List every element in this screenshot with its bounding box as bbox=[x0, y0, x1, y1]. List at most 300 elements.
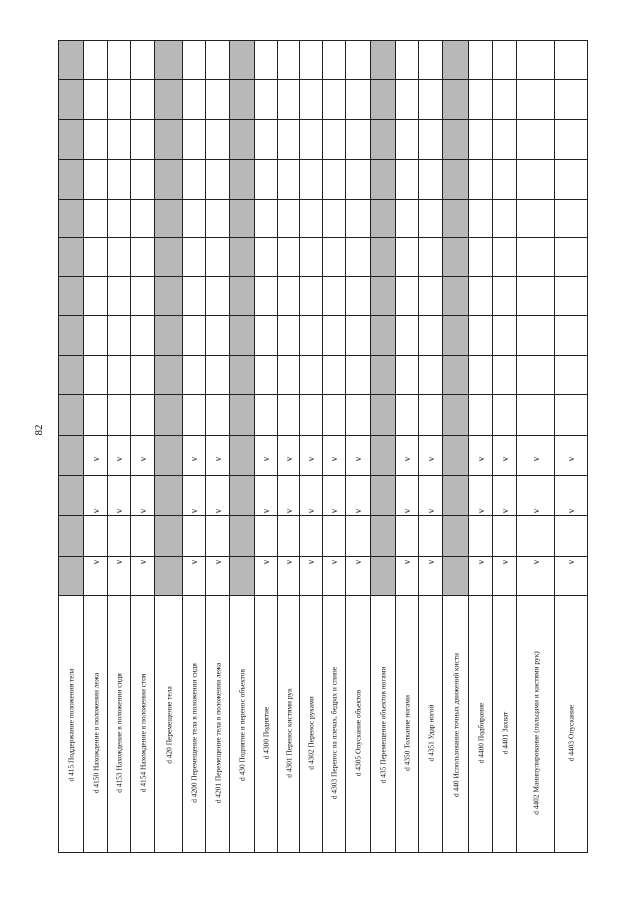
table-cell bbox=[183, 80, 205, 120]
table-row bbox=[469, 40, 493, 853]
table-cell bbox=[469, 516, 492, 557]
table-cell bbox=[84, 80, 107, 120]
table-cell bbox=[59, 238, 83, 277]
table-cell bbox=[108, 277, 130, 316]
table-cell bbox=[255, 80, 277, 120]
table-cell bbox=[230, 356, 254, 395]
section-title: d 435 Перемещение объектов ногами bbox=[378, 666, 388, 783]
table-cell bbox=[206, 80, 229, 120]
table-cell bbox=[443, 356, 468, 395]
table-cell bbox=[206, 160, 229, 200]
table-cell bbox=[84, 356, 107, 395]
table-cell bbox=[230, 557, 254, 596]
table-cell bbox=[84, 120, 107, 160]
table-cell bbox=[155, 557, 182, 596]
table-cell bbox=[396, 120, 418, 160]
check-mark: v bbox=[329, 456, 339, 462]
row-label: d 4200 Перемещение тела в положении сидя bbox=[189, 663, 199, 803]
table-cell bbox=[300, 356, 322, 395]
table-cell bbox=[230, 316, 254, 356]
table-cell bbox=[183, 160, 205, 200]
table-cell bbox=[346, 160, 370, 200]
table-cell bbox=[131, 160, 154, 200]
table-cell bbox=[346, 316, 370, 356]
table-cell bbox=[230, 238, 254, 277]
table-cell bbox=[371, 395, 395, 436]
table-cell bbox=[59, 356, 83, 395]
table-cell bbox=[183, 120, 205, 160]
check-mark: v bbox=[90, 559, 101, 565]
check-mark: v bbox=[530, 508, 541, 514]
table-cell bbox=[230, 476, 254, 516]
table-cell bbox=[278, 120, 299, 160]
table-cell bbox=[155, 316, 182, 356]
check-mark: v bbox=[189, 508, 199, 514]
table-cell bbox=[419, 516, 442, 557]
table-cell bbox=[255, 120, 277, 160]
table-cell bbox=[278, 40, 299, 80]
table-cell bbox=[323, 160, 345, 200]
check-mark: v bbox=[353, 559, 363, 565]
table-row bbox=[396, 40, 419, 853]
table-cell bbox=[469, 356, 492, 395]
table-cell bbox=[206, 277, 229, 316]
table-cell bbox=[255, 395, 277, 436]
table-cell bbox=[323, 316, 345, 356]
table-cell bbox=[155, 516, 182, 557]
table-cell bbox=[300, 200, 322, 238]
table-row bbox=[493, 40, 517, 853]
table-cell bbox=[443, 200, 468, 238]
table-cell bbox=[396, 356, 418, 395]
table-cell bbox=[419, 80, 442, 120]
table-cell bbox=[278, 395, 299, 436]
section-title: d 440 Использование точных движений кисти bbox=[451, 652, 460, 797]
check-mark: v bbox=[114, 508, 124, 514]
table-cell bbox=[278, 356, 299, 395]
table-cell bbox=[206, 120, 229, 160]
table-cell bbox=[278, 238, 299, 277]
table-cell bbox=[183, 238, 205, 277]
check-mark: v bbox=[475, 559, 486, 565]
table-cell bbox=[131, 80, 154, 120]
table-cell bbox=[108, 200, 130, 238]
section-title: d 430 Поднятие и перенос объектов bbox=[237, 668, 247, 781]
check-mark: v bbox=[90, 456, 101, 462]
table-cell bbox=[59, 557, 83, 596]
table-cell bbox=[396, 80, 418, 120]
table-cell bbox=[443, 80, 468, 120]
table-cell bbox=[517, 277, 554, 316]
check-mark: v bbox=[306, 456, 316, 462]
table-cell bbox=[59, 277, 83, 316]
table-cell bbox=[230, 80, 254, 120]
table-cell bbox=[323, 395, 345, 436]
table-cell bbox=[108, 160, 130, 200]
table-cell bbox=[443, 476, 468, 516]
table-row bbox=[255, 40, 278, 853]
table-cell bbox=[419, 120, 442, 160]
table-cell bbox=[255, 316, 277, 356]
table-cell bbox=[155, 80, 182, 120]
section-header-column bbox=[371, 40, 396, 853]
table-cell bbox=[183, 356, 205, 395]
table-cell bbox=[517, 40, 554, 80]
table-cell bbox=[59, 120, 83, 160]
table-cell bbox=[183, 316, 205, 356]
table-cell bbox=[346, 395, 370, 436]
check-mark: v bbox=[137, 508, 148, 514]
table-cell bbox=[555, 40, 587, 80]
table-cell bbox=[300, 40, 322, 80]
table-cell bbox=[131, 277, 154, 316]
table-cell bbox=[206, 200, 229, 238]
table-cell bbox=[371, 120, 395, 160]
row-label: d 4201 Перемещение тела в положении лежа bbox=[213, 662, 222, 804]
table-cell bbox=[371, 277, 395, 316]
table-cell bbox=[323, 40, 345, 80]
table-cell bbox=[443, 516, 468, 557]
table-cell bbox=[443, 120, 468, 160]
table-cell bbox=[346, 120, 370, 160]
table-cell bbox=[206, 40, 229, 80]
table-cell bbox=[108, 516, 130, 557]
table-cell bbox=[59, 476, 83, 516]
table-cell bbox=[278, 80, 299, 120]
table-cell bbox=[443, 160, 468, 200]
table-cell bbox=[206, 316, 229, 356]
table-cell bbox=[59, 316, 83, 356]
check-mark: v bbox=[566, 559, 576, 565]
table-cell bbox=[278, 277, 299, 316]
table-cell bbox=[255, 516, 277, 557]
assessment-table bbox=[58, 40, 588, 853]
table-cell bbox=[323, 120, 345, 160]
table-cell bbox=[300, 160, 322, 200]
section-header-column bbox=[230, 40, 255, 853]
table-cell bbox=[396, 277, 418, 316]
table-cell bbox=[183, 200, 205, 238]
table-cell bbox=[300, 395, 322, 436]
table-cell bbox=[469, 120, 492, 160]
check-mark: v bbox=[114, 559, 124, 565]
table-cell bbox=[323, 200, 345, 238]
check-mark: v bbox=[261, 508, 271, 514]
check-mark: v bbox=[402, 508, 412, 514]
table-row bbox=[131, 40, 155, 853]
row-label: d 4401 Захват bbox=[500, 711, 509, 755]
table-row bbox=[323, 40, 346, 853]
row-label: d 4154 Нахождение в положении стоя bbox=[138, 673, 147, 793]
check-mark: v bbox=[425, 508, 436, 514]
table-cell bbox=[59, 80, 83, 120]
check-mark: v bbox=[353, 456, 363, 462]
table-row bbox=[346, 40, 371, 853]
check-mark: v bbox=[475, 508, 486, 514]
table-cell bbox=[371, 40, 395, 80]
table-cell bbox=[443, 40, 468, 80]
section-header-column bbox=[443, 40, 469, 853]
check-mark: v bbox=[261, 456, 271, 462]
table-cell bbox=[278, 200, 299, 238]
table-cell bbox=[469, 200, 492, 238]
table-cell bbox=[255, 160, 277, 200]
table-cell bbox=[371, 80, 395, 120]
table-cell bbox=[300, 120, 322, 160]
table-cell bbox=[443, 436, 468, 476]
table-cell bbox=[419, 238, 442, 277]
table-row bbox=[555, 40, 588, 853]
check-mark: v bbox=[261, 559, 271, 565]
table-cell bbox=[155, 160, 182, 200]
row-label: d 4305 Опускание объектов bbox=[353, 689, 363, 777]
table-cell bbox=[517, 238, 554, 277]
table-cell bbox=[108, 395, 130, 436]
table-cell bbox=[155, 436, 182, 476]
table-cell bbox=[371, 356, 395, 395]
table-cell bbox=[108, 80, 130, 120]
table-cell bbox=[555, 160, 587, 200]
table-cell bbox=[230, 120, 254, 160]
table-cell bbox=[59, 516, 83, 557]
table-cell bbox=[419, 316, 442, 356]
table-cell bbox=[371, 557, 395, 596]
table-cell bbox=[517, 80, 554, 120]
table-cell bbox=[84, 40, 107, 80]
row-label: d 4300 Поднятие bbox=[261, 706, 271, 760]
check-mark: v bbox=[499, 508, 510, 514]
table-cell bbox=[555, 516, 587, 557]
table-cell bbox=[278, 516, 299, 557]
check-mark: v bbox=[329, 559, 339, 565]
table-cell bbox=[396, 40, 418, 80]
table-cell bbox=[346, 356, 370, 395]
check-mark: v bbox=[212, 456, 223, 462]
check-mark: v bbox=[530, 456, 541, 462]
table-row bbox=[300, 40, 323, 853]
check-mark: v bbox=[90, 508, 101, 514]
table-cell bbox=[155, 238, 182, 277]
table-cell bbox=[555, 395, 587, 436]
table-cell bbox=[230, 436, 254, 476]
table-cell bbox=[108, 120, 130, 160]
table-cell bbox=[371, 316, 395, 356]
table-cell bbox=[469, 80, 492, 120]
table-row bbox=[183, 40, 206, 853]
row-label: d 4150 Нахождение в положении лежа bbox=[91, 672, 100, 794]
row-label: d 4303 Перенос на плечах, бедрах и спине bbox=[329, 666, 339, 800]
check-mark: v bbox=[402, 456, 412, 462]
check-mark: v bbox=[402, 559, 412, 565]
table-cell bbox=[493, 160, 516, 200]
table-cell bbox=[155, 476, 182, 516]
table-cell bbox=[396, 200, 418, 238]
table-cell bbox=[419, 200, 442, 238]
table-cell bbox=[59, 200, 83, 238]
table-cell bbox=[469, 277, 492, 316]
table-cell bbox=[84, 516, 107, 557]
table-cell bbox=[131, 120, 154, 160]
table-cell bbox=[443, 238, 468, 277]
table-cell bbox=[131, 516, 154, 557]
row-label: d 4350 Толкание ногами bbox=[402, 695, 412, 771]
table-cell bbox=[183, 516, 205, 557]
table-cell bbox=[443, 316, 468, 356]
table-cell bbox=[131, 356, 154, 395]
check-mark: v bbox=[189, 456, 199, 462]
table-cell bbox=[443, 395, 468, 436]
table-cell bbox=[493, 120, 516, 160]
table-cell bbox=[255, 200, 277, 238]
table-cell bbox=[555, 277, 587, 316]
table-cell bbox=[371, 516, 395, 557]
table-cell bbox=[108, 40, 130, 80]
section-title: d 420 Перемещение тела bbox=[164, 685, 173, 764]
table-cell bbox=[517, 395, 554, 436]
table-cell bbox=[555, 80, 587, 120]
table-cell bbox=[346, 516, 370, 557]
table-cell bbox=[59, 395, 83, 436]
table-cell bbox=[59, 436, 83, 476]
table-cell bbox=[300, 238, 322, 277]
table-cell bbox=[155, 395, 182, 436]
table-cell bbox=[230, 277, 254, 316]
check-mark: v bbox=[212, 559, 223, 565]
table-cell bbox=[555, 200, 587, 238]
page-number: 82 bbox=[33, 424, 45, 436]
check-mark: v bbox=[499, 559, 510, 565]
table-cell bbox=[84, 277, 107, 316]
table-row bbox=[517, 40, 555, 853]
table-cell bbox=[493, 40, 516, 80]
table-cell bbox=[493, 277, 516, 316]
table-cell bbox=[131, 40, 154, 80]
table-cell bbox=[517, 200, 554, 238]
table-cell bbox=[183, 395, 205, 436]
table-cell bbox=[84, 395, 107, 436]
table-cell bbox=[517, 356, 554, 395]
table-cell bbox=[131, 316, 154, 356]
table-cell bbox=[84, 200, 107, 238]
table-cell bbox=[346, 277, 370, 316]
table-cell bbox=[443, 557, 468, 596]
table-cell bbox=[419, 395, 442, 436]
check-mark: v bbox=[283, 456, 294, 462]
table-cell bbox=[255, 40, 277, 80]
table-cell bbox=[84, 160, 107, 200]
table-cell bbox=[300, 80, 322, 120]
table-cell bbox=[371, 476, 395, 516]
table-row bbox=[108, 40, 131, 853]
table-cell bbox=[419, 40, 442, 80]
table-cell bbox=[517, 120, 554, 160]
table-cell bbox=[278, 160, 299, 200]
table-cell bbox=[396, 516, 418, 557]
table-cell bbox=[419, 277, 442, 316]
table-cell bbox=[155, 40, 182, 80]
table-cell bbox=[396, 395, 418, 436]
table-cell bbox=[469, 395, 492, 436]
check-mark: v bbox=[114, 456, 124, 462]
table-cell bbox=[346, 238, 370, 277]
table-cell bbox=[371, 200, 395, 238]
table-cell bbox=[155, 356, 182, 395]
table-cell bbox=[84, 238, 107, 277]
check-mark: v bbox=[189, 559, 199, 565]
table-cell bbox=[555, 316, 587, 356]
check-mark: v bbox=[212, 508, 223, 514]
table-cell bbox=[419, 356, 442, 395]
row-label: d 4302 Перенос руками bbox=[306, 696, 316, 770]
table-cell bbox=[555, 238, 587, 277]
table-cell bbox=[469, 238, 492, 277]
check-mark: v bbox=[425, 456, 436, 462]
table-cell bbox=[493, 238, 516, 277]
check-mark: v bbox=[475, 456, 486, 462]
table-cell bbox=[108, 356, 130, 395]
check-mark: v bbox=[137, 559, 148, 565]
check-mark: v bbox=[283, 559, 294, 565]
table-cell bbox=[59, 40, 83, 80]
table-cell bbox=[230, 200, 254, 238]
table-cell bbox=[396, 160, 418, 200]
table-row bbox=[206, 40, 230, 853]
check-mark: v bbox=[530, 559, 541, 565]
table-cell bbox=[469, 160, 492, 200]
table-cell bbox=[346, 200, 370, 238]
table-cell bbox=[493, 80, 516, 120]
table-cell bbox=[59, 160, 83, 200]
check-mark: v bbox=[137, 456, 148, 462]
row-label: d 4153 Нахождение в положении сидя bbox=[114, 673, 124, 793]
table-cell bbox=[371, 238, 395, 277]
table-cell bbox=[206, 238, 229, 277]
table-cell bbox=[371, 436, 395, 476]
table-cell bbox=[555, 120, 587, 160]
check-mark: v bbox=[566, 508, 576, 514]
section-header-column bbox=[155, 40, 183, 853]
row-label: d 4402 Манипулирование (пальцами и кистями рук) bbox=[531, 651, 540, 815]
table-cell bbox=[230, 40, 254, 80]
table-cell bbox=[419, 160, 442, 200]
table-cell bbox=[300, 277, 322, 316]
check-mark: v bbox=[353, 508, 363, 514]
table-cell bbox=[371, 160, 395, 200]
check-mark: v bbox=[306, 508, 316, 514]
check-mark: v bbox=[566, 456, 576, 462]
table-cell bbox=[517, 316, 554, 356]
table-cell bbox=[493, 395, 516, 436]
table-row bbox=[84, 40, 108, 853]
table-cell bbox=[84, 316, 107, 356]
check-mark: v bbox=[329, 508, 339, 514]
table-cell bbox=[131, 200, 154, 238]
table-cell bbox=[493, 516, 516, 557]
table-cell bbox=[396, 316, 418, 356]
table-cell bbox=[155, 120, 182, 160]
table-cell bbox=[323, 277, 345, 316]
table-cell bbox=[396, 238, 418, 277]
section-title: d 415 Поддержание положения тела bbox=[66, 668, 76, 781]
table-cell bbox=[323, 80, 345, 120]
check-mark: v bbox=[283, 508, 294, 514]
table-cell bbox=[230, 395, 254, 436]
row-label: d 4400 Подбирание bbox=[476, 702, 485, 764]
table-cell bbox=[255, 356, 277, 395]
check-mark: v bbox=[425, 559, 436, 565]
table-cell bbox=[183, 40, 205, 80]
table-cell bbox=[517, 160, 554, 200]
